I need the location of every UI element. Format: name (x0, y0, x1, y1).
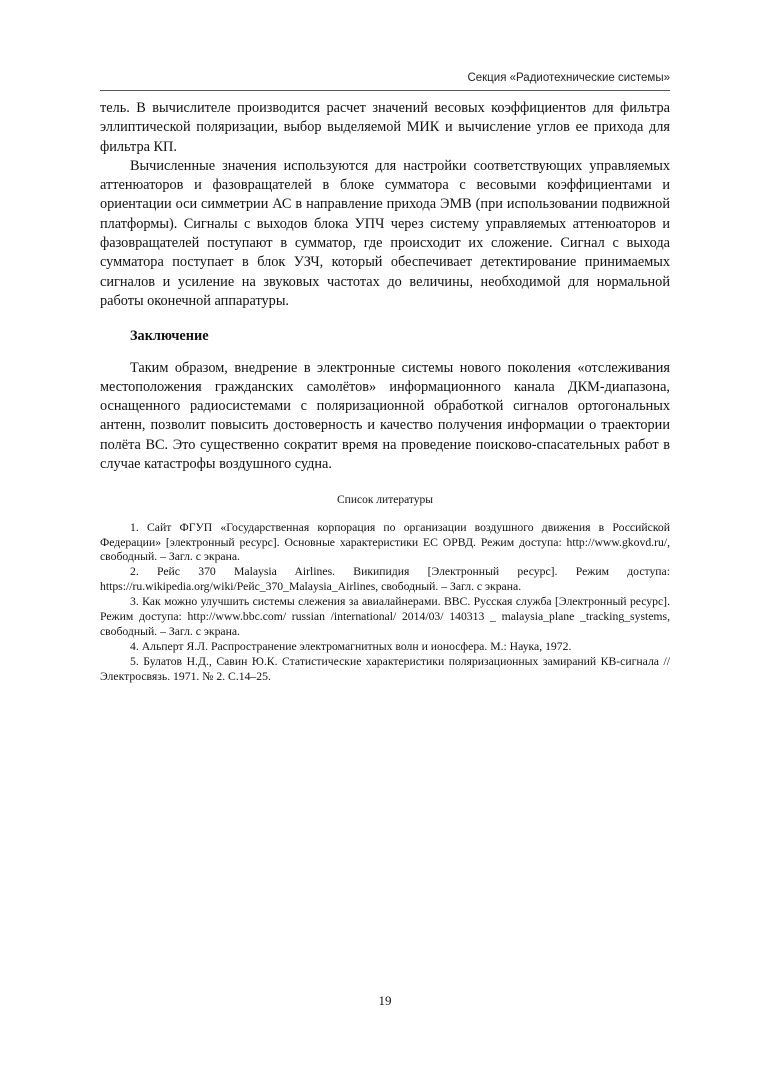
reference-item: 3. Как можно улучшить системы слежения за авиалайнерами. BBC. Русская служба [Электронный ресурс]. Режим доступа: http://www.bbc.com/ russian /international/ 2014/03/ 140313 _ malaysia_plane _tracking_systems, свободный. – Загл. с экрана. (100, 595, 670, 638)
references-list (100, 521, 670, 685)
reference-item: 4. Альперт Я.Л. Распространение электромагнитных волн и ионосфера. М.: Наука, 1972. (130, 639, 572, 653)
references-heading: Список литературы (337, 494, 433, 507)
header-rule (100, 90, 670, 91)
page-number: 19 (378, 993, 392, 1008)
running-header: Секция «Радиотехнические системы» (467, 72, 670, 84)
conclusion-paragraph: Таким образом, внедрение в электронные системы нового поколения «отслеживания местоположения гражданских самолётов» информационного канала ДКМ-диапазона, оснащенного радиосистемами с поляризационной обработкой сигналов ортогональных антенн, позволит повысить достоверность и качество получения информации о траектории полёта ВС. Это существенно сократит время на проведение поисково-спасательных работ в случае катастрофы воздушного судна. (100, 359, 670, 473)
body-paragraph: Вычисленные значения используются для настройки соответствующих управляемых аттенюаторов и фазовращателей в блоке сумматора с весовыми коэффициентами и ориентации оси симметрии АС в направление прихода ЭМВ (при использовании подвижной платформы). Сигналы с выходов блока УПЧ через систему управляемых аттенюаторов и фазовращателей поступают в сумматор, где происходит их сложение. Сигнал с выхода сумматора поступает в блок УЗЧ, который обеспечивает детектирование принимаемых сигналов и усиление на звуковых частотах до величины, необходимой для нормальной работы оконечной аппаратуры. (100, 157, 670, 309)
article-body (100, 99, 670, 685)
conclusion-heading: Заключение (130, 328, 209, 345)
body-paragraph: тель. В вычислителе производится расчет значений весовых коэффициентов для фильтра эллиптической поляризации, выбор выделяемой МИК и вычисление углов ее прихода для фильтра КП. (100, 100, 670, 155)
reference-item: 1. Сайт ФГУП «Государственная корпорация по организации воздушного движения в Российской Федерации» [электронный ресурс]. Основные характеристики ЕС ОРВД. Режим доступа: http://www.gkovd.ru/, свободный. – Загл. с экрана. (100, 520, 670, 564)
reference-item: 2. Рейс 370 Malaysia Airlines. Википидия [Электронный ресурс]. Режим доступа: https://ru.wikipedia.org/wiki/Рейс_370_Malaysia_Airlines, свободный. – Загл. с экрана. (100, 565, 670, 594)
reference-item: 5. Булатов Н.Д., Савин Ю.К. Статистические характеристики поляризационных замираний КВ-сигнала // Электросвязь. 1971. № 2. С.14–25. (100, 654, 670, 683)
